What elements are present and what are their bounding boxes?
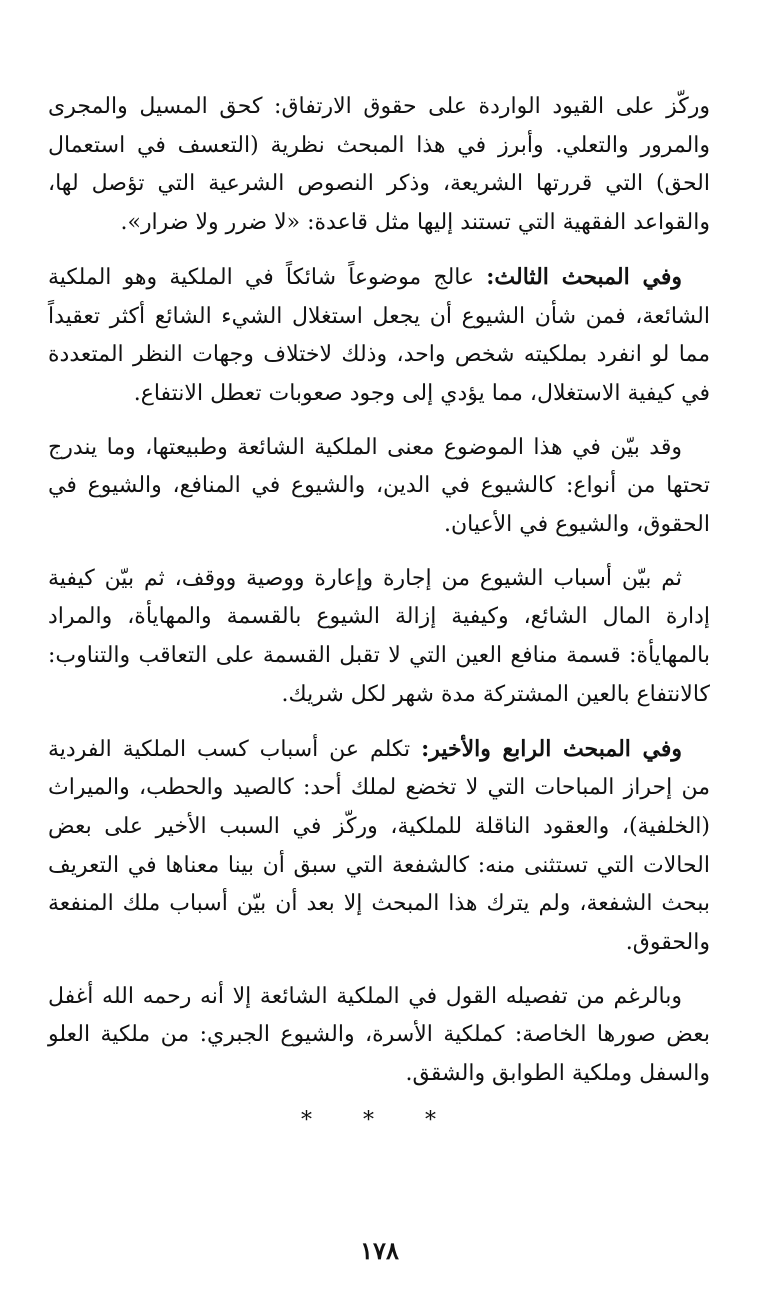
paragraph-2-text: عالج موضوعاً شائكاً في الملكية وهو الملكية الشائعة، فمن شأن الشيوع أن يجعل استغلال الشيء الشائع أكثر تعقيداً مما لو انفرد بملكيته شخص واحد، وذلك لاختلاف وجهات النظر المتعددة في كيفية الاستغلال، مما يؤدي إلى وجود صعوبات تعطل الانتفاع. xyxy=(48,264,710,406)
paragraph-2 xyxy=(48,258,710,414)
paragraph-5-lead: وفي المبحث الرابع والأخير: xyxy=(421,735,682,762)
paragraph-3-text: وقد بيّن في هذا الموضوع معنى الملكية الشائعة وطبيعتها، وما يندرج تحتها من أنواع: كالشيوع في الدين، والشيوع في المنافع، والشيوع في الحقوق، والشيوع في الأعيان. xyxy=(48,434,710,538)
page-body xyxy=(48,88,710,1109)
paragraph-4 xyxy=(48,560,710,715)
paragraph-6-text: وبالرغم من تفصيله القول في الملكية الشائعة إلا أنه رحمه الله أغفل بعض صورها الخاصة: كملكية الأسرة، والشيوع الجبري: من ملكية العلو والسفل وملكية الطوابق والشقق. xyxy=(48,983,710,1087)
paragraph-1 xyxy=(48,88,710,243)
paragraph-4-text: ثم بيّن أسباب الشيوع من إجارة وإعارة ووصية ووقف، ثم بيّن كيفية إدارة المال الشائع، وكيفية إزالة الشيوع بالقسمة والمهايأة، والمراد بالمهايأة: قسمة منافع العين التي لا تقبل القسمة على التعاقب والتناوب: كالانتفاع بالعين المشتركة مدة شهر لكل شريك. xyxy=(48,565,710,707)
paragraph-3 xyxy=(48,429,710,545)
page-number: ١٧٨ xyxy=(360,1236,399,1265)
paragraph-6 xyxy=(48,978,710,1094)
paragraph-2-lead: وفي المبحث الثالث: xyxy=(486,263,683,290)
section-separator: * * * xyxy=(301,1108,458,1133)
paragraph-5-text: تكلم عن أسباب كسب الملكية الفردية من إحراز المباحات التي لا تخضع لملك أحد: كالصيد والحطب، والميراث (الخلفية)، والعقود الناقلة للملكية، وركّز في السبب الأخير على بعض الحالات التي تستثنى منه: كالشفعة التي سبق أن بينا معناها في التعريف ببحث الشفعة، ولم يترك هذا المبحث إلا بعد أن بيّن أسباب ملك المنفعة والحقوق. xyxy=(48,736,710,956)
paragraph-5 xyxy=(48,730,710,963)
paragraph-1-text: وركّز على القيود الواردة على حقوق الارتفاق: كحق المسيل والمجرى والمرور والتعلي. وأبرز في هذا المبحث نظرية (التعسف في استعمال الحق) التي قررتها الشريعة، وذكر النصوص الشرعية التي تؤصل لها، والقواعد الفقهية التي تستند إليها مثل قاعدة: «لا ضرر ولا ضرار». xyxy=(48,94,710,236)
